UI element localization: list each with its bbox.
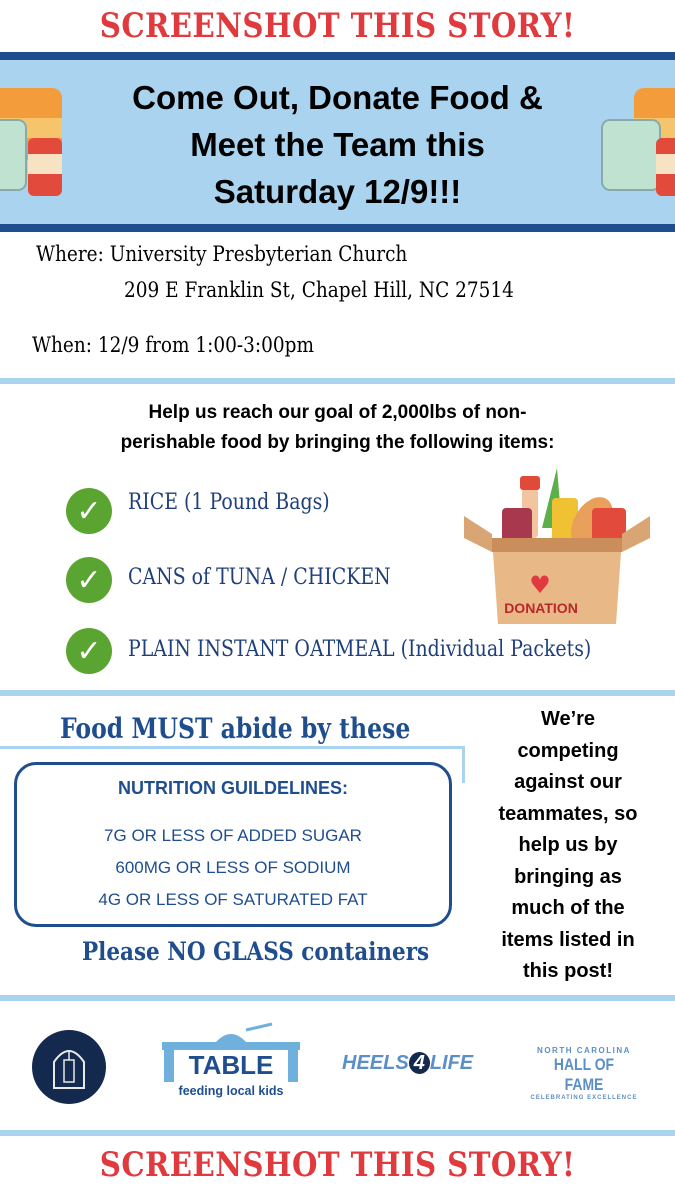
heart-icon: ♥ <box>529 571 551 599</box>
compete-line: bringing as <box>514 865 622 888</box>
hero-line-2: Meet the Team this <box>190 126 485 163</box>
hof-name-text: HALL OF FAME <box>553 1055 615 1094</box>
church-arch-icon <box>32 1030 106 1104</box>
check-icon: ✓ <box>66 488 112 534</box>
hero-headline <box>60 74 615 215</box>
nc-hall-of-fame-logo <box>528 1046 640 1101</box>
check-icon: ✓ <box>66 628 112 674</box>
compete-line: competing <box>517 739 619 762</box>
goal-line-1: Help us reach our goal of 2,000lbs of non- <box>148 402 527 423</box>
item-rice: RICE (1 Pound Bags) <box>128 490 330 515</box>
nutrition-rule-sugar: 7G OR LESS OF ADDED SUGAR <box>104 826 362 845</box>
nutrition-heading: NUTRITION GUILDELINES: <box>118 778 348 798</box>
nutrition-rule-fat: 4G OR LESS OF SATURATED FAT <box>98 890 368 909</box>
no-glass-note: Please NO GLASS containers <box>82 937 430 966</box>
item-tuna-chicken: CANS of TUNA / CHICKEN <box>128 565 391 590</box>
section-divider <box>0 995 675 1001</box>
compete-line: items listed in <box>501 928 635 951</box>
table-logo <box>160 1022 302 1104</box>
compete-line: help us by <box>518 834 618 856</box>
hero-line-1: Come Out, Donate Food & <box>132 79 543 116</box>
compete-line: this post! <box>523 960 613 982</box>
goal-text <box>0 398 675 458</box>
heels4life-logo <box>342 1052 494 1086</box>
table-tagline: feeding local kids <box>178 1084 284 1098</box>
hof-tagline-text: CELEBRATING EXCELLENCE <box>530 1095 638 1101</box>
hof-top-text: NORTH CAROLINA <box>537 1046 631 1055</box>
compete-line: against our <box>514 771 622 793</box>
guidelines-intro: Food MUST abide by these <box>60 712 411 745</box>
compete-line: teammates, so <box>498 802 638 825</box>
section-divider <box>0 1130 675 1136</box>
compete-message <box>468 704 668 988</box>
donation-label: DONATION <box>504 600 578 616</box>
check-icon: ✓ <box>66 557 112 603</box>
heels4life-text-a: HEELS <box>342 1052 409 1074</box>
goal-line-2: perishable food by bringing the following items: <box>120 432 555 453</box>
compete-line: much of the <box>511 897 625 919</box>
section-divider <box>0 378 675 384</box>
heels4life-text-c: LIFE <box>429 1052 474 1074</box>
table-name: TABLE <box>188 1050 274 1080</box>
hero-line-3: Saturday 12/9!!! <box>213 173 462 210</box>
screenshot-banner-bottom: SCREENSHOT THIS STORY! <box>99 1145 576 1185</box>
church-logo <box>32 1030 106 1104</box>
event-address: 209 E Franklin St, Chapel Hill, NC 27514 <box>124 278 514 302</box>
section-divider <box>0 690 675 696</box>
compete-line: We’re <box>540 708 596 730</box>
item-oatmeal: PLAIN INSTANT OATMEAL (Individual Packets) <box>128 637 592 662</box>
nutrition-rule-sodium: 600MG OR LESS OF SODIUM <box>115 858 351 877</box>
event-when: When: 12/9 from 1:00-3:00pm <box>32 333 315 357</box>
screenshot-banner-top: SCREENSHOT THIS STORY! <box>99 6 576 46</box>
event-where: Where: University Presbyterian Church <box>36 242 408 266</box>
donation-box-illustration <box>462 468 652 628</box>
heels4life-text-b: 4 <box>409 1052 430 1074</box>
